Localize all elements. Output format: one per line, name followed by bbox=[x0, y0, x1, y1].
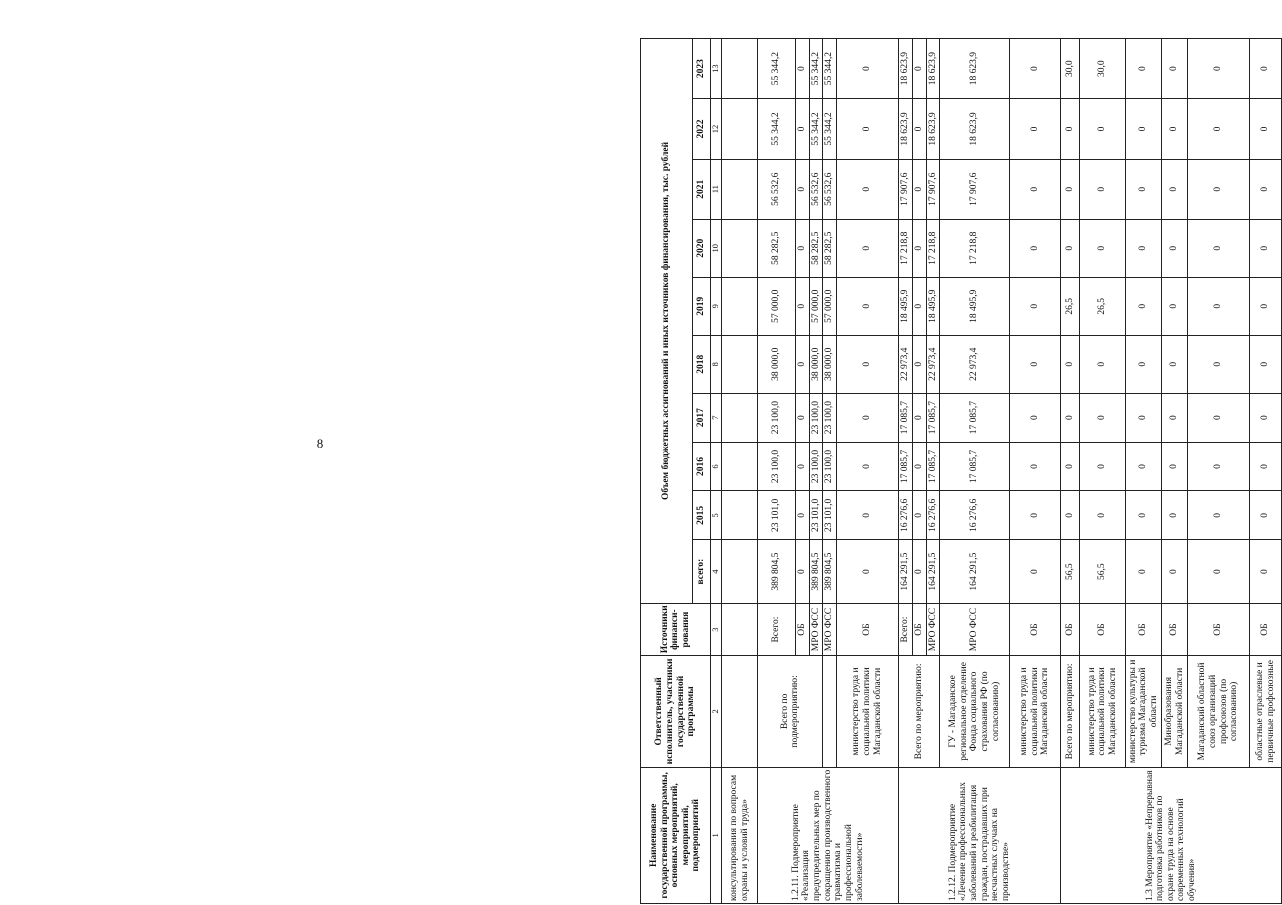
year-value-cell: 0 bbox=[1188, 442, 1250, 491]
year-value-cell: 0 bbox=[796, 39, 810, 99]
year-value-cell: 0 bbox=[1010, 159, 1061, 219]
year-value-cell: 58 282,5 bbox=[809, 219, 823, 277]
year-value-cell: 0 bbox=[1080, 442, 1126, 491]
year-value-cell: 0 bbox=[1162, 219, 1188, 277]
year-value-cell: 0 bbox=[796, 393, 810, 442]
executor-cell bbox=[722, 656, 758, 767]
funding-source-cell bbox=[722, 603, 758, 655]
year-value-cell: 0 bbox=[912, 159, 926, 219]
executor-cell: Магаданский областной союз организаций профсоюзов (по согласованию) bbox=[1188, 656, 1250, 767]
column-number: 4 bbox=[711, 540, 722, 604]
year-value-cell: 18 495,9 bbox=[940, 277, 1010, 335]
funding-source-cell: ОБ bbox=[1080, 603, 1126, 655]
table-row bbox=[898, 39, 912, 904]
year-value-cell: 17 907,6 bbox=[898, 159, 912, 219]
executor-cell bbox=[823, 656, 837, 767]
year-value-cell: 18 495,9 bbox=[926, 277, 940, 335]
financing-table bbox=[640, 38, 1282, 904]
year-value-cell: 0 bbox=[1126, 442, 1162, 491]
funding-source-cell: Всего: bbox=[898, 603, 912, 655]
year-value-cell: 18 623,9 bbox=[940, 99, 1010, 159]
year-value-cell: 0 bbox=[836, 335, 898, 393]
year-value-cell: 0 bbox=[1250, 491, 1282, 540]
header-year: 2023 bbox=[693, 39, 711, 99]
executor-cell: Всего по подмероприятию: bbox=[758, 656, 823, 767]
year-value-cell: 0 bbox=[796, 491, 810, 540]
year-value-cell: 0 bbox=[1010, 99, 1061, 159]
year-value-cell: 55 344,2 bbox=[758, 39, 796, 99]
year-value-cell: 23 100,0 bbox=[823, 442, 837, 491]
year-value-cell: 0 bbox=[1162, 442, 1188, 491]
funding-source-cell: МРО ФСС bbox=[823, 603, 837, 655]
year-value-cell: 17 218,8 bbox=[926, 219, 940, 277]
header-year: 2020 bbox=[693, 219, 711, 277]
column-number: 8 bbox=[711, 335, 722, 393]
year-value-cell: 18 623,9 bbox=[940, 39, 1010, 99]
year-value-cell: 57 000,0 bbox=[758, 277, 796, 335]
program-name-cell: 1.3 Мероприятие «Непрерывная подготовка работников по охране труда на основе современных технологий обучения» bbox=[1061, 767, 1282, 903]
year-value-cell: 38 000,0 bbox=[758, 335, 796, 393]
year-value-cell: 0 bbox=[836, 393, 898, 442]
year-value-cell: 17 085,7 bbox=[898, 442, 912, 491]
year-value-cell: 0 bbox=[1250, 335, 1282, 393]
year-value-cell: 58 282,5 bbox=[823, 219, 837, 277]
total-value-cell: 389 804,5 bbox=[809, 540, 823, 604]
year-value-cell: 55 344,2 bbox=[823, 39, 837, 99]
year-value-cell: 18 623,9 bbox=[898, 39, 912, 99]
year-value-cell: 18 623,9 bbox=[926, 99, 940, 159]
year-value-cell: 18 495,9 bbox=[898, 277, 912, 335]
year-value-cell: 23 100,0 bbox=[758, 442, 796, 491]
header-year: 2021 bbox=[693, 159, 711, 219]
year-value-cell: 0 bbox=[1162, 39, 1188, 99]
year-value-cell: 0 bbox=[1188, 99, 1250, 159]
total-value-cell: 389 804,5 bbox=[758, 540, 796, 604]
year-value-cell: 56 532,6 bbox=[809, 159, 823, 219]
total-value-cell: 0 bbox=[1250, 540, 1282, 604]
year-value-cell: 0 bbox=[1080, 335, 1126, 393]
year-value-cell: 58 282,5 bbox=[758, 219, 796, 277]
page-number: 8 bbox=[316, 436, 324, 451]
year-value-cell: 23 100,0 bbox=[809, 393, 823, 442]
total-value-cell: 0 bbox=[912, 540, 926, 604]
column-number: 13 bbox=[711, 39, 722, 99]
year-value-cell: 0 bbox=[1126, 393, 1162, 442]
table-row bbox=[1061, 39, 1080, 904]
year-value-cell: 17 085,7 bbox=[926, 393, 940, 442]
year-value-cell: 26,5 bbox=[1080, 277, 1126, 335]
funding-source-cell: ОБ bbox=[1061, 603, 1080, 655]
funding-source-cell: ОБ bbox=[1126, 603, 1162, 655]
year-value-cell: 0 bbox=[796, 219, 810, 277]
year-value-cell: 0 bbox=[1010, 39, 1061, 99]
year-value-cell: 0 bbox=[836, 219, 898, 277]
header-year: 2016 bbox=[693, 442, 711, 491]
executor-cell: ГУ - Магаданское региональное отделение Фонда социального страхования РФ (по согласованию) bbox=[940, 656, 1010, 767]
year-value-cell: 30,0 bbox=[1061, 39, 1080, 99]
column-number: 5 bbox=[711, 491, 722, 540]
year-value-cell: 23 101,0 bbox=[809, 491, 823, 540]
year-value-cell: 0 bbox=[1188, 219, 1250, 277]
year-value-cell: 17 085,7 bbox=[940, 442, 1010, 491]
year-value-cell: 18 623,9 bbox=[926, 39, 940, 99]
year-value-cell: 0 bbox=[1061, 335, 1080, 393]
year-value-cell: 0 bbox=[1126, 219, 1162, 277]
year-value-cell: 0 bbox=[836, 442, 898, 491]
year-value-cell: 0 bbox=[912, 219, 926, 277]
year-value-cell: 38 000,0 bbox=[823, 335, 837, 393]
header-funding-group: Объем бюджетных ассигнований и иных источников финансирования, тыс. рублей bbox=[641, 39, 693, 604]
year-value-cell bbox=[722, 335, 758, 393]
year-value-cell: 16 276,6 bbox=[926, 491, 940, 540]
year-value-cell: 0 bbox=[1080, 219, 1126, 277]
funding-source-cell: ОБ bbox=[796, 603, 810, 655]
year-value-cell: 0 bbox=[1250, 393, 1282, 442]
total-value-cell: 56,5 bbox=[1061, 540, 1080, 604]
year-value-cell: 0 bbox=[1061, 99, 1080, 159]
year-value-cell: 55 344,2 bbox=[758, 99, 796, 159]
year-value-cell: 0 bbox=[1010, 393, 1061, 442]
year-value-cell: 23 101,0 bbox=[823, 491, 837, 540]
header-year: 2018 bbox=[693, 335, 711, 393]
year-value-cell: 23 101,0 bbox=[758, 491, 796, 540]
year-value-cell: 0 bbox=[796, 159, 810, 219]
header-year: 2022 bbox=[693, 99, 711, 159]
year-value-cell: 0 bbox=[1188, 393, 1250, 442]
year-value-cell: 0 bbox=[1162, 335, 1188, 393]
year-value-cell: 17 218,8 bbox=[898, 219, 912, 277]
executor-cell: министерство труда и социальной политики Магаданской области bbox=[836, 656, 898, 767]
year-value-cell: 56 532,6 bbox=[758, 159, 796, 219]
header-year: 2017 bbox=[693, 393, 711, 442]
program-name-cell: консультирования по вопросам охраны и условий труда» bbox=[722, 767, 758, 903]
year-value-cell: 0 bbox=[836, 159, 898, 219]
column-number: 7 bbox=[711, 393, 722, 442]
funding-source-cell: МРО ФСС bbox=[926, 603, 940, 655]
year-value-cell bbox=[722, 491, 758, 540]
executor-cell: министерство труда и социальной политики Магаданской области bbox=[1010, 656, 1061, 767]
year-value-cell: 0 bbox=[1080, 99, 1126, 159]
total-value-cell: 389 804,5 bbox=[823, 540, 837, 604]
year-value-cell: 22 973,4 bbox=[926, 335, 940, 393]
year-value-cell: 0 bbox=[1126, 491, 1162, 540]
year-value-cell: 0 bbox=[1188, 39, 1250, 99]
year-value-cell: 0 bbox=[796, 277, 810, 335]
year-value-cell: 0 bbox=[1061, 159, 1080, 219]
year-value-cell bbox=[722, 219, 758, 277]
year-value-cell bbox=[722, 159, 758, 219]
funding-source-cell: ОБ bbox=[836, 603, 898, 655]
year-value-cell: 0 bbox=[1010, 491, 1061, 540]
year-value-cell: 0 bbox=[796, 335, 810, 393]
funding-source-cell: ОБ bbox=[1188, 603, 1250, 655]
year-value-cell: 17 907,6 bbox=[926, 159, 940, 219]
year-value-cell: 0 bbox=[1061, 219, 1080, 277]
year-value-cell: 18 623,9 bbox=[898, 99, 912, 159]
year-value-cell: 0 bbox=[1126, 159, 1162, 219]
year-value-cell: 16 276,6 bbox=[940, 491, 1010, 540]
year-value-cell: 23 100,0 bbox=[758, 393, 796, 442]
year-value-cell: 0 bbox=[1162, 99, 1188, 159]
executor-cell: Минобразования Магаданской области bbox=[1162, 656, 1188, 767]
total-value-cell: 0 bbox=[836, 540, 898, 604]
column-number: 6 bbox=[711, 442, 722, 491]
header-funding-source: Источники финанси-рования bbox=[641, 603, 711, 655]
header-total: всего: bbox=[693, 540, 711, 604]
total-value-cell: 0 bbox=[796, 540, 810, 604]
table-row bbox=[758, 39, 796, 904]
year-value-cell: 17 085,7 bbox=[940, 393, 1010, 442]
year-value-cell: 0 bbox=[912, 393, 926, 442]
year-value-cell: 0 bbox=[1162, 159, 1188, 219]
funding-source-cell: ОБ bbox=[1250, 603, 1282, 655]
year-value-cell: 57 000,0 bbox=[809, 277, 823, 335]
year-value-cell: 0 bbox=[912, 99, 926, 159]
year-value-cell: 17 218,8 bbox=[940, 219, 1010, 277]
year-value-cell: 56 532,6 bbox=[823, 159, 837, 219]
total-value-cell: 164 291,5 bbox=[898, 540, 912, 604]
year-value-cell: 17 085,7 bbox=[926, 442, 940, 491]
executor-cell: Всего по мероприятию: bbox=[898, 656, 939, 767]
year-value-cell: 0 bbox=[1188, 491, 1250, 540]
year-value-cell: 0 bbox=[1061, 442, 1080, 491]
year-value-cell: 0 bbox=[1188, 277, 1250, 335]
year-value-cell: 23 100,0 bbox=[823, 393, 837, 442]
year-value-cell: 30,0 bbox=[1080, 39, 1126, 99]
year-value-cell: 0 bbox=[912, 491, 926, 540]
year-value-cell: 0 bbox=[1126, 99, 1162, 159]
year-value-cell: 0 bbox=[912, 335, 926, 393]
year-value-cell: 0 bbox=[1080, 491, 1126, 540]
year-value-cell: 0 bbox=[836, 99, 898, 159]
total-value-cell: 0 bbox=[1010, 540, 1061, 604]
funding-source-cell: Всего: bbox=[758, 603, 796, 655]
year-value-cell: 0 bbox=[1010, 219, 1061, 277]
year-value-cell bbox=[722, 393, 758, 442]
total-value-cell: 56,5 bbox=[1080, 540, 1126, 604]
table-row bbox=[722, 39, 758, 904]
column-number: 12 bbox=[711, 99, 722, 159]
year-value-cell: 23 100,0 bbox=[809, 442, 823, 491]
column-number: 3 bbox=[711, 603, 722, 655]
total-value-cell: 164 291,5 bbox=[926, 540, 940, 604]
year-value-cell: 17 907,6 bbox=[940, 159, 1010, 219]
year-value-cell: 0 bbox=[1010, 442, 1061, 491]
year-value-cell: 0 bbox=[912, 277, 926, 335]
column-number: 9 bbox=[711, 277, 722, 335]
year-value-cell bbox=[722, 442, 758, 491]
rotated-table-area bbox=[640, 38, 1276, 904]
executor-cell: министерство культуры и туризма Магаданской области bbox=[1126, 656, 1162, 767]
column-number: 11 bbox=[711, 159, 722, 219]
funding-source-cell: ОБ bbox=[912, 603, 926, 655]
year-value-cell: 0 bbox=[836, 277, 898, 335]
total-value-cell bbox=[722, 540, 758, 604]
column-number: 10 bbox=[711, 219, 722, 277]
year-value-cell: 26,5 bbox=[1061, 277, 1080, 335]
year-value-cell: 22 973,4 bbox=[898, 335, 912, 393]
year-value-cell: 0 bbox=[1188, 335, 1250, 393]
program-name-cell: 1.2.12. Подмероприятие «Лечение профессиональных заболеваний и реабилитация граждан, пострадавших при несчастных случаях на производстве» bbox=[898, 767, 1060, 903]
header-row bbox=[641, 39, 693, 904]
total-value-cell: 164 291,5 bbox=[940, 540, 1010, 604]
column-number: 2 bbox=[711, 656, 722, 767]
executor-cell: областные отраслевые и первичные профсоюзные bbox=[1250, 656, 1282, 767]
year-value-cell: 16 276,6 bbox=[898, 491, 912, 540]
year-value-cell: 0 bbox=[1250, 39, 1282, 99]
column-number: 1 bbox=[711, 767, 722, 903]
year-value-cell: 0 bbox=[1250, 99, 1282, 159]
year-value-cell: 0 bbox=[796, 442, 810, 491]
year-value-cell: 0 bbox=[796, 99, 810, 159]
year-value-cell: 57 000,0 bbox=[823, 277, 837, 335]
year-value-cell: 38 000,0 bbox=[809, 335, 823, 393]
program-name-cell: 1.2.11. Подмероприятие «Реализация предупредительных мер по сокращению производственного травматизма и профессиональной заболеваемости» bbox=[758, 767, 899, 903]
executor-cell: Всего по мероприятию: bbox=[1061, 656, 1080, 767]
year-value-cell bbox=[722, 99, 758, 159]
year-value-cell: 0 bbox=[1126, 277, 1162, 335]
year-value-cell: 0 bbox=[1010, 277, 1061, 335]
year-value-cell: 55 344,2 bbox=[823, 99, 837, 159]
year-value-cell: 0 bbox=[912, 442, 926, 491]
year-value-cell: 0 bbox=[1126, 335, 1162, 393]
year-value-cell: 0 bbox=[1188, 159, 1250, 219]
header-executor: Ответственный исполнитель, участники государственной программы bbox=[641, 656, 711, 767]
year-value-cell: 0 bbox=[836, 39, 898, 99]
year-value-cell: 55 344,2 bbox=[809, 99, 823, 159]
year-value-cell: 0 bbox=[1080, 393, 1126, 442]
year-value-cell: 22 973,4 bbox=[940, 335, 1010, 393]
year-value-cell: 17 085,7 bbox=[898, 393, 912, 442]
year-value-cell: 0 bbox=[1250, 159, 1282, 219]
year-value-cell: 0 bbox=[1250, 219, 1282, 277]
year-value-cell: 0 bbox=[1162, 277, 1188, 335]
year-value-cell: 55 344,2 bbox=[809, 39, 823, 99]
year-value-cell: 0 bbox=[1126, 39, 1162, 99]
header-program-name: Наименование государственной программы, основных мероприятий, мероприятий, подмероприятий bbox=[641, 767, 711, 903]
total-value-cell: 0 bbox=[1188, 540, 1250, 604]
year-value-cell bbox=[722, 277, 758, 335]
year-value-cell: 0 bbox=[836, 491, 898, 540]
funding-source-cell: ОБ bbox=[1010, 603, 1061, 655]
column-number-row bbox=[711, 39, 722, 904]
total-value-cell: 0 bbox=[1126, 540, 1162, 604]
year-value-cell bbox=[722, 39, 758, 99]
year-value-cell: 0 bbox=[1010, 335, 1061, 393]
executor-cell: министерство труда и социальной политики Магаданской области bbox=[1080, 656, 1126, 767]
year-value-cell: 0 bbox=[1250, 442, 1282, 491]
year-value-cell: 0 bbox=[912, 39, 926, 99]
year-value-cell: 0 bbox=[1080, 159, 1126, 219]
year-value-cell: 0 bbox=[1061, 393, 1080, 442]
year-value-cell: 0 bbox=[1250, 277, 1282, 335]
year-value-cell: 0 bbox=[1162, 393, 1188, 442]
funding-source-cell: МРО ФСС bbox=[809, 603, 823, 655]
year-value-cell: 0 bbox=[1061, 491, 1080, 540]
funding-source-cell: МРО ФСС bbox=[940, 603, 1010, 655]
funding-source-cell: ОБ bbox=[1162, 603, 1188, 655]
year-value-cell: 0 bbox=[1162, 491, 1188, 540]
header-year: 2015 bbox=[693, 491, 711, 540]
header-year: 2019 bbox=[693, 277, 711, 335]
total-value-cell: 0 bbox=[1162, 540, 1188, 604]
